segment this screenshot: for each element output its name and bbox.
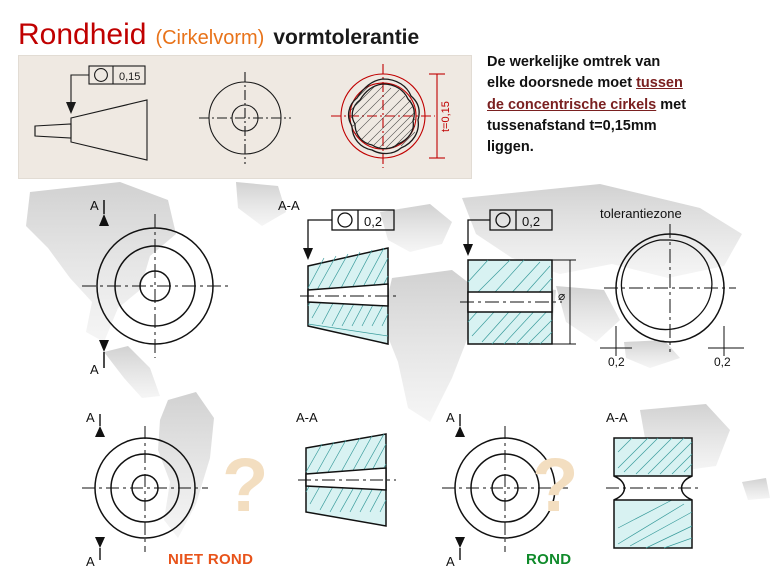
description-emphasis-2: de concentrische cirkels [487, 96, 657, 113]
verdict-left: NIET ROND [168, 551, 254, 568]
middle-right-section-view [430, 196, 610, 376]
scan-zone-label-t: t=0,15 [440, 101, 452, 132]
description-line-2 [487, 73, 767, 94]
description-line-3 [487, 95, 767, 116]
tolerance-zone-title: tolerantiezone [600, 206, 682, 221]
middle-left-view-label: A-A [278, 198, 300, 213]
description-line-1: De werkelijke omtrek van [487, 54, 661, 70]
title-subtitle: vormtolerantie [273, 26, 420, 49]
middle-left-frame-label: 0,2 [364, 214, 383, 229]
question-mark-left: ? [222, 443, 269, 528]
description-line-3-text: met [656, 96, 687, 113]
scan-frame-label-0-15: 0,15 [119, 71, 141, 83]
middle-left-section-view [248, 196, 448, 376]
bottom-right-section-label-bottom: A [446, 554, 455, 568]
description-line-4: tussenafstand t=0,15mm [487, 117, 657, 134]
middle-left-section-label-top: A [90, 198, 99, 213]
middle-left-front-view [60, 196, 250, 376]
scan-panel-cone [19, 56, 179, 178]
description-line-2-text: elke doorsnede moet [487, 75, 637, 92]
tolerance-zone-view [586, 196, 776, 376]
tolerance-zone-dim-right: 0,2 [714, 355, 731, 369]
description-emphasis-1: tussen [636, 75, 683, 92]
scanned-example-strip [18, 55, 472, 179]
bottom-left-section-label-bottom: A [86, 554, 95, 568]
slide-title [18, 18, 419, 52]
verdict-right: ROND [526, 551, 572, 568]
middle-right-diameter-symbol: ⌀ [558, 289, 566, 303]
scan-panel-circle [179, 56, 321, 178]
middle-left-section-label-bottom: A [90, 362, 99, 376]
bottom-left-view-label: A-A [296, 410, 318, 425]
bottom-left-front-view [60, 408, 230, 568]
description-line-5: liggen. [487, 139, 534, 156]
bottom-left-section-label-top: A [86, 410, 95, 425]
scan-panel-tolerance-zone [321, 56, 471, 178]
question-mark-right: ? [532, 443, 579, 528]
bottom-right-section-label-top: A [446, 410, 455, 425]
description-text [487, 52, 767, 159]
title-parenthetical: (Cirkelvorm) [155, 27, 265, 49]
middle-right-frame-label: 0,2 [522, 214, 541, 229]
title-main: Rondheid [18, 18, 147, 51]
bottom-right-section-view [580, 408, 760, 578]
tolerance-zone-dim-left: 0,2 [608, 355, 625, 369]
bottom-right-view-label: A-A [606, 410, 628, 425]
